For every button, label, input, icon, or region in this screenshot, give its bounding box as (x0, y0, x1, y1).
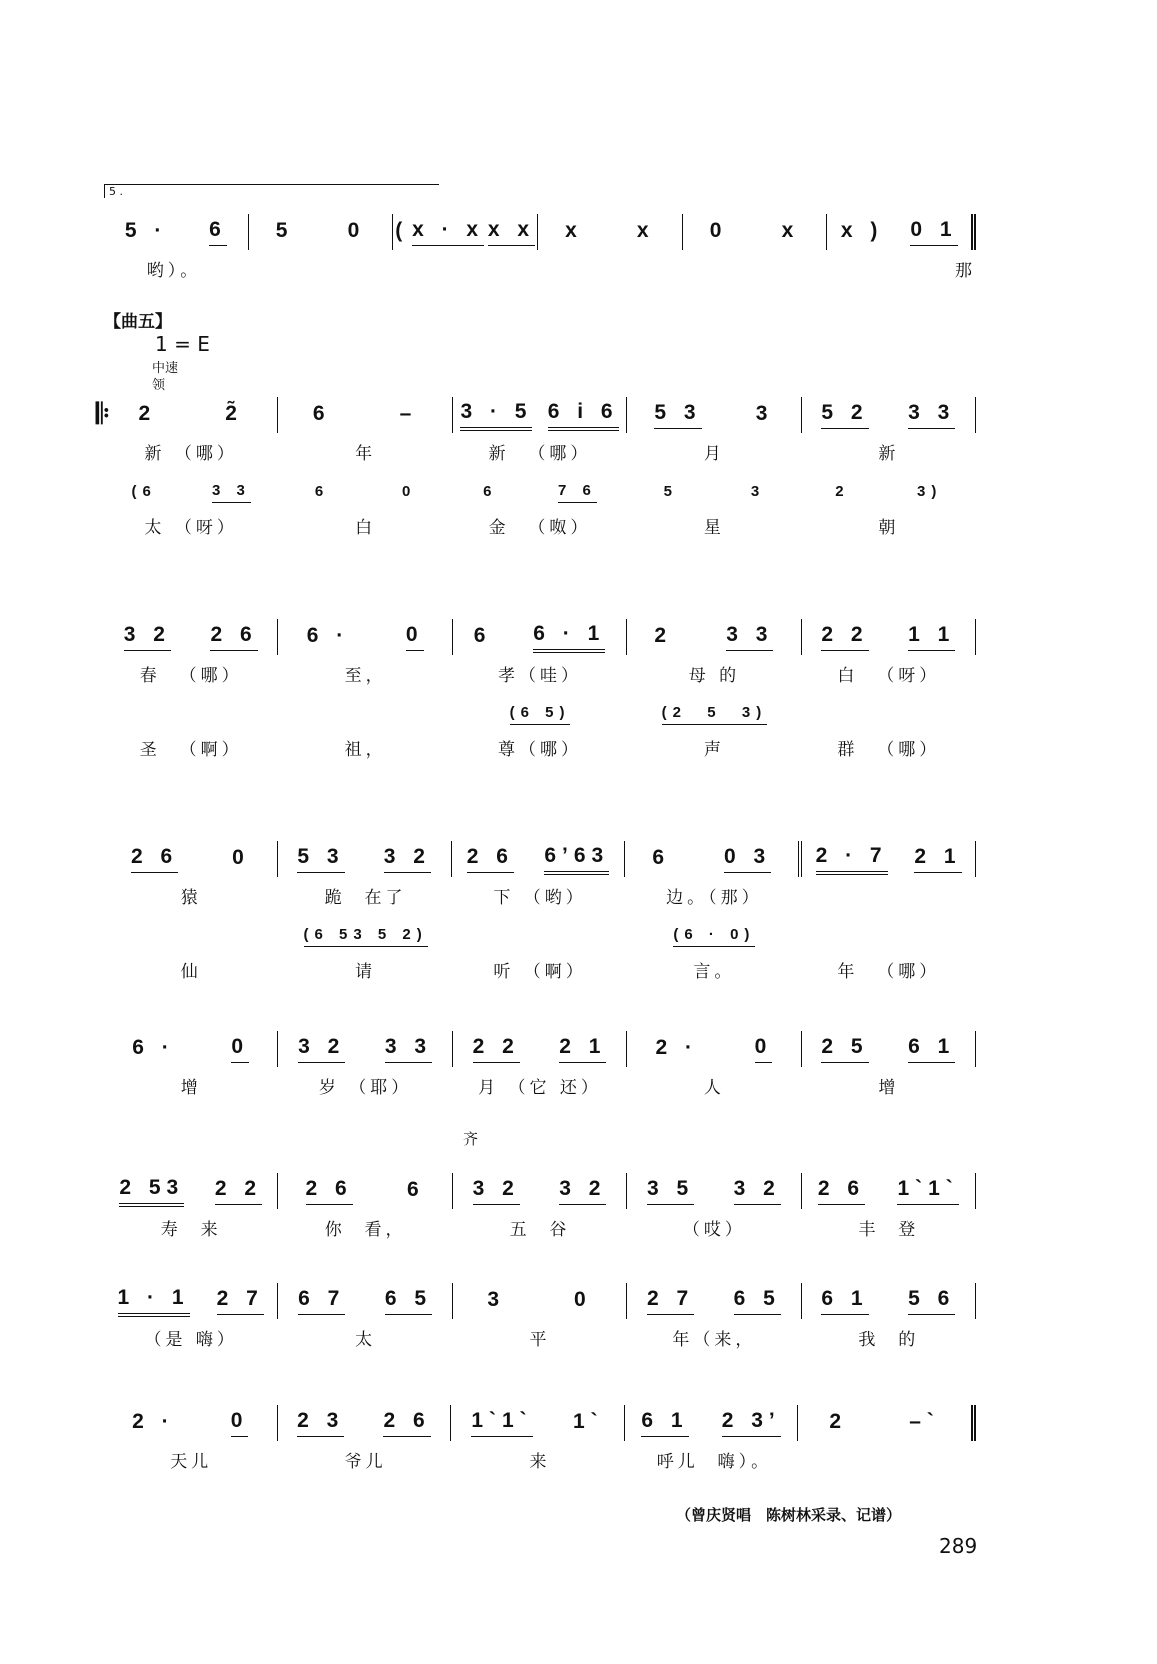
staff-system (104, 1029, 976, 1098)
note-group: 3 · 5 (460, 400, 532, 431)
note-group: 6 7 (298, 1287, 345, 1315)
lyric-text (627, 661, 801, 686)
measure (278, 1405, 452, 1441)
lyric-text (802, 661, 976, 686)
lyric-text (802, 513, 976, 538)
note-group: 0 (231, 1035, 249, 1063)
lyric-text (627, 1447, 801, 1472)
lyric-text (802, 1447, 976, 1472)
note-group: 6 (314, 482, 330, 500)
note-group: 3 2 (384, 845, 431, 873)
lyric-text (627, 513, 801, 538)
note-group: 6 (473, 623, 492, 647)
accompaniment-measure (104, 704, 278, 725)
lyric: 群 （哪） (837, 740, 941, 760)
lyr-row (104, 439, 976, 464)
measure (453, 397, 627, 433)
measure (104, 1173, 278, 1209)
accompaniment-measure (627, 704, 801, 725)
accompaniment-measure (627, 926, 801, 947)
staff-system (104, 212, 976, 281)
lyr-row (104, 1447, 976, 1472)
accompaniment-measure (453, 926, 627, 947)
note-group: 2̃ (225, 401, 243, 425)
note-group: 3 (487, 1287, 505, 1311)
part-lead-label: 领 (152, 378, 166, 393)
note-group: 3 3 (908, 401, 955, 429)
note-group: x ) (840, 218, 884, 242)
lyric: 边。（那） (666, 888, 763, 908)
note-group: 3 2 (734, 1177, 781, 1205)
lyric: 月 (703, 444, 725, 464)
lyric-text (802, 957, 976, 982)
lyric-text (453, 1215, 627, 1240)
measure (453, 619, 627, 655)
note-group: 2 1 (914, 845, 961, 873)
note-group: 6 · (306, 623, 350, 647)
lyric-text (802, 883, 976, 908)
measure (802, 1031, 976, 1067)
lyric-text (453, 883, 627, 908)
note-group: 1 1 (908, 623, 955, 651)
measure (278, 841, 452, 877)
note-group: 2 2 (821, 623, 868, 651)
note-group: – (399, 401, 418, 425)
lyric-text (278, 1325, 452, 1350)
note-group: 3 5 (647, 1177, 694, 1205)
note-group: 6 1 (821, 1287, 868, 1315)
notes-row (104, 395, 976, 435)
measure (104, 1031, 278, 1067)
measure (627, 619, 801, 655)
lyric-text (805, 256, 976, 281)
accompaniment-measure (453, 482, 627, 503)
note-group: 3 2 (298, 1035, 345, 1063)
note-group: –` (909, 1409, 940, 1433)
note-group: 2 3 (297, 1409, 344, 1437)
lyric: 增 (180, 1078, 202, 1098)
note-group: 0 (402, 482, 417, 500)
measure (827, 214, 976, 250)
lyric-text (278, 1447, 452, 1472)
lyric-text (453, 1325, 627, 1350)
measure (627, 1173, 801, 1209)
lyric: （是 嗨） (144, 1330, 238, 1350)
note-group: 6 · 1 (533, 622, 605, 653)
measure (625, 841, 802, 877)
lyric-text (664, 256, 804, 281)
measure (104, 1405, 278, 1441)
note-group: 2 6 (210, 623, 257, 651)
lyric-text (104, 439, 278, 464)
note-group: 2 1 (559, 1035, 606, 1063)
lyr-row (104, 1215, 976, 1240)
lyric-text (627, 1073, 801, 1098)
measure (627, 397, 801, 433)
lyric: 猿 (180, 888, 202, 908)
note-group: 6 (209, 218, 227, 246)
lyric-text (104, 883, 278, 908)
lyric: 新 (878, 444, 900, 464)
lyric-text (104, 256, 244, 281)
accompaniment-measure (104, 926, 278, 947)
lyric: 丰 登 (858, 1220, 920, 1240)
note-group: 2 6 (131, 845, 178, 873)
lyric-text (104, 1325, 278, 1350)
note-group: 6 (483, 482, 498, 500)
note-group: 2 2 (473, 1035, 520, 1063)
note-group: 5 · (124, 218, 168, 242)
measure (278, 1173, 452, 1209)
staff-system (104, 839, 976, 982)
lyric-text (104, 735, 278, 760)
lyric-text (104, 1215, 278, 1240)
note-group: 2 7 (217, 1287, 264, 1315)
accompaniment-measure (104, 482, 278, 503)
note-group: 2 (829, 1409, 848, 1433)
lyr2-row (104, 735, 976, 760)
lyric: 尊（哪） (498, 740, 583, 760)
measure (104, 841, 278, 877)
note-group: 2 53 (119, 1176, 184, 1207)
lyric: 哟）。 (146, 261, 202, 281)
lyric-text (453, 1447, 627, 1472)
measure (683, 214, 828, 250)
lyric-text (278, 957, 452, 982)
lyric: 言。 (693, 962, 736, 982)
lyric: 年 (355, 444, 377, 464)
lyric-text (453, 735, 627, 760)
lyric-text (278, 1073, 452, 1098)
lyric: 声 (703, 740, 725, 760)
lyric-text (104, 513, 278, 538)
measure (278, 397, 452, 433)
lyric-text (104, 661, 278, 686)
note-group: 6 (652, 845, 671, 869)
lyric-text (802, 1215, 976, 1240)
measure (451, 1405, 625, 1441)
note-group: 2 · (655, 1035, 699, 1059)
measure (802, 397, 976, 433)
notes-row (104, 1171, 976, 1211)
note-group: (6 · 0) (673, 926, 755, 947)
notes-row (104, 212, 976, 252)
note-group: 1` (572, 1409, 604, 1433)
lyric: 爷儿 (344, 1452, 387, 1472)
accompaniment-measure (278, 926, 452, 947)
lyric-text (453, 957, 627, 982)
accompaniment-measure (453, 704, 627, 725)
note-group: 2 3’ (722, 1409, 781, 1437)
lyr2-row (104, 957, 976, 982)
lyric: 年 （哪） (837, 962, 941, 982)
lyric-text (278, 883, 452, 908)
measure (538, 214, 683, 250)
note-group: 6 (312, 401, 331, 425)
lyric-text (278, 513, 452, 538)
acc-row (104, 482, 976, 503)
accompaniment-measure (278, 482, 452, 503)
note-group: x (565, 218, 583, 242)
notes-row (104, 1029, 976, 1069)
note-group: (6 (131, 482, 157, 500)
note-group: x (781, 218, 800, 242)
lyric-text (453, 661, 627, 686)
note-group: 0 1 (910, 218, 957, 246)
tempo-marking: 中速 (152, 361, 179, 376)
note-group: 2 (138, 401, 157, 425)
note-group: 3 (750, 482, 766, 500)
note-group: x (636, 218, 655, 242)
lyric: （哎） (682, 1220, 746, 1240)
note-group: 3) (917, 482, 943, 500)
lyric: 母 的 (688, 666, 741, 686)
note-group: 2 6 (467, 845, 514, 873)
note-group: 2 2 (215, 1177, 262, 1205)
lyric: 平 (529, 1330, 551, 1350)
measure (802, 1173, 976, 1209)
lyric: 请 (355, 962, 377, 982)
acc-row (104, 704, 976, 725)
note-group: 6 1 (908, 1035, 955, 1063)
acc-row (104, 926, 976, 947)
note-group: 3 3 (212, 482, 251, 503)
measure (453, 1283, 627, 1319)
note-group: 1`1` (471, 1409, 532, 1437)
measure (452, 841, 626, 877)
lyric-text (802, 735, 976, 760)
measure (104, 214, 249, 250)
note-group: 0 (709, 218, 728, 242)
lyric-text (104, 1447, 278, 1472)
note-group: 2 6 (818, 1177, 865, 1205)
lyric: 来 (529, 1452, 551, 1472)
note-group: 0 (574, 1287, 592, 1311)
note-group: 5 2 (821, 401, 868, 429)
note-group: 0 (231, 1409, 249, 1437)
lyric-text (104, 957, 278, 982)
lyric: 新 （哪） (144, 444, 238, 464)
note-group: 6 (406, 1177, 425, 1201)
note-group: (2 5 3) (662, 704, 768, 725)
note-group: 5 3 (654, 401, 701, 429)
lyric-text (802, 1325, 976, 1350)
measure (627, 1283, 801, 1319)
note-group: 3 (755, 401, 774, 425)
note-group: 6 · (132, 1035, 175, 1059)
note-group: 6 5 (734, 1287, 781, 1315)
lyric: 五 谷 (509, 1220, 571, 1240)
note-group: 3 3 (726, 623, 773, 651)
lyric: 天儿 (170, 1452, 213, 1472)
lyric: 星 (703, 518, 725, 538)
lyric-text (104, 1073, 278, 1098)
lyric: 听 （啊） (493, 962, 587, 982)
note-group: (6 53 5 2) (304, 926, 428, 947)
measure (278, 619, 452, 655)
accompaniment-measure (802, 926, 976, 947)
lyric-text (278, 439, 452, 464)
page-number: 289 (939, 1534, 978, 1558)
lyric-text (384, 256, 524, 281)
note-group: 6 5 (385, 1287, 432, 1315)
staff-system (104, 1171, 976, 1240)
note-group: 2 6 (383, 1409, 430, 1437)
lyric-text (524, 256, 664, 281)
note-group: 5 6 (908, 1287, 955, 1315)
staff-system (104, 617, 976, 760)
top-marker: 5 . (104, 184, 439, 198)
lyr-row (104, 256, 976, 281)
note-group: x · x (412, 218, 484, 246)
note-group: ( (395, 218, 409, 242)
notes-row (104, 1403, 976, 1443)
accompaniment-measure (627, 482, 801, 503)
note-group: 2 (654, 623, 673, 647)
staff-system (104, 1403, 976, 1472)
lyric-text (627, 1215, 801, 1240)
notes-row (104, 617, 976, 657)
note-group: 2 6 (306, 1177, 353, 1205)
note-group: 3 3 (385, 1035, 432, 1063)
lyric: 月 （它 还） (478, 1078, 602, 1098)
lyric: 寿 来 (160, 1220, 222, 1240)
note-group: 0 (406, 623, 424, 651)
part-unison-label: 齐 (463, 1130, 479, 1148)
lyric-text (244, 256, 384, 281)
note-group: 0 (232, 845, 250, 869)
lyric-text (802, 439, 976, 464)
lyric: 年（来， (672, 1330, 757, 1350)
lyric-text (278, 735, 452, 760)
note-group: 0 (347, 218, 366, 242)
note-group: 3 2 (559, 1177, 606, 1205)
note-group: 2 · (132, 1409, 175, 1433)
measure (278, 1283, 452, 1319)
note-group: 2 5 (821, 1035, 868, 1063)
measure (627, 1031, 801, 1067)
notes-row (104, 1281, 976, 1321)
lyric: 人 (703, 1078, 725, 1098)
measure (798, 1405, 976, 1441)
lyric-text (453, 439, 627, 464)
lyric-text (627, 957, 801, 982)
lyric-text (278, 661, 452, 686)
lyric: 仙 (180, 962, 202, 982)
lyric: 圣 （啊） (139, 740, 243, 760)
lyr-row (104, 1073, 976, 1098)
note-group: 1`1` (897, 1177, 958, 1205)
lyr-row (104, 883, 976, 908)
accompaniment-measure (802, 704, 976, 725)
note-group: 3 2 (124, 623, 171, 651)
key-signature: 1 = E (155, 332, 210, 356)
note-group: (6 5) (510, 704, 571, 725)
lyric-text (627, 1325, 801, 1350)
lyric-text (453, 1073, 627, 1098)
lyric-text (278, 1215, 452, 1240)
lyric: 跪 在了 (324, 888, 407, 908)
note-group: 5 (275, 218, 294, 242)
lyric: 朝 (878, 518, 900, 538)
measure (104, 1283, 278, 1319)
lyric: 太 （呀） (144, 518, 238, 538)
repeat-start-sign: 𝄆 (96, 397, 110, 430)
measure (802, 841, 976, 877)
note-group: 3 2 (473, 1177, 520, 1205)
lyric: 新 （哪） (488, 444, 592, 464)
lyric: 呼儿 嗨）。 (656, 1452, 773, 1472)
lyr2-row (104, 513, 976, 538)
accompaniment-measure (278, 704, 452, 725)
staff-system (104, 1281, 976, 1350)
lyric: 那 (804, 261, 977, 281)
lyric: 金 （呶） (488, 518, 592, 538)
lyr-row (104, 661, 976, 686)
measure (802, 1283, 976, 1319)
measure (104, 397, 278, 433)
lyric: 祖， (344, 740, 387, 760)
note-group: 6 i 6 (548, 400, 619, 431)
note-group: 7 6 (558, 482, 597, 503)
lyric-text (453, 513, 627, 538)
note-group: 6 1 (641, 1409, 688, 1437)
measure (249, 214, 394, 250)
note-group: 2 · 7 (816, 844, 888, 875)
lyric-text (802, 1073, 976, 1098)
lyric-text (627, 735, 801, 760)
lyric: 春 （哪） (139, 666, 243, 686)
lyric: 白 (355, 518, 377, 538)
lyric: 你 看， (324, 1220, 407, 1240)
lyric: 下 （哟） (493, 888, 587, 908)
measure (278, 1031, 452, 1067)
lyric: 孝（哇） (498, 666, 583, 686)
lyric: 增 (878, 1078, 900, 1098)
measure (453, 1031, 627, 1067)
lyric: 我 的 (858, 1330, 920, 1350)
staff-system (96, 395, 976, 538)
note-group: 6’63 (544, 844, 609, 875)
measure (393, 214, 538, 250)
measure (453, 1173, 627, 1209)
note-group: 5 3 (297, 845, 344, 873)
note-group: x x (488, 218, 535, 246)
lyric: 白 （呀） (837, 666, 941, 686)
lyric-text (627, 883, 801, 908)
measure (802, 619, 976, 655)
lyric: 太 (355, 1330, 377, 1350)
note-group: 0 (755, 1035, 773, 1063)
lyric: 至， (344, 666, 387, 686)
lyr-row (104, 1325, 976, 1350)
measure (625, 1405, 799, 1441)
measure (104, 619, 278, 655)
accompaniment-measure (802, 482, 976, 503)
note-group: 2 7 (647, 1287, 694, 1315)
credit: （曾庆贤唱 陈树林采录、记谱） (676, 1506, 902, 1524)
note-group: 5 (663, 482, 678, 500)
lyric-text (627, 439, 801, 464)
note-group: 2 (835, 482, 850, 500)
note-group: 0 3 (724, 845, 771, 873)
note-group: 1 · 1 (118, 1286, 190, 1317)
notes-row (104, 839, 976, 879)
section-title: 【曲五】 (104, 312, 172, 332)
lyric: 岁 （耶） (318, 1078, 413, 1098)
